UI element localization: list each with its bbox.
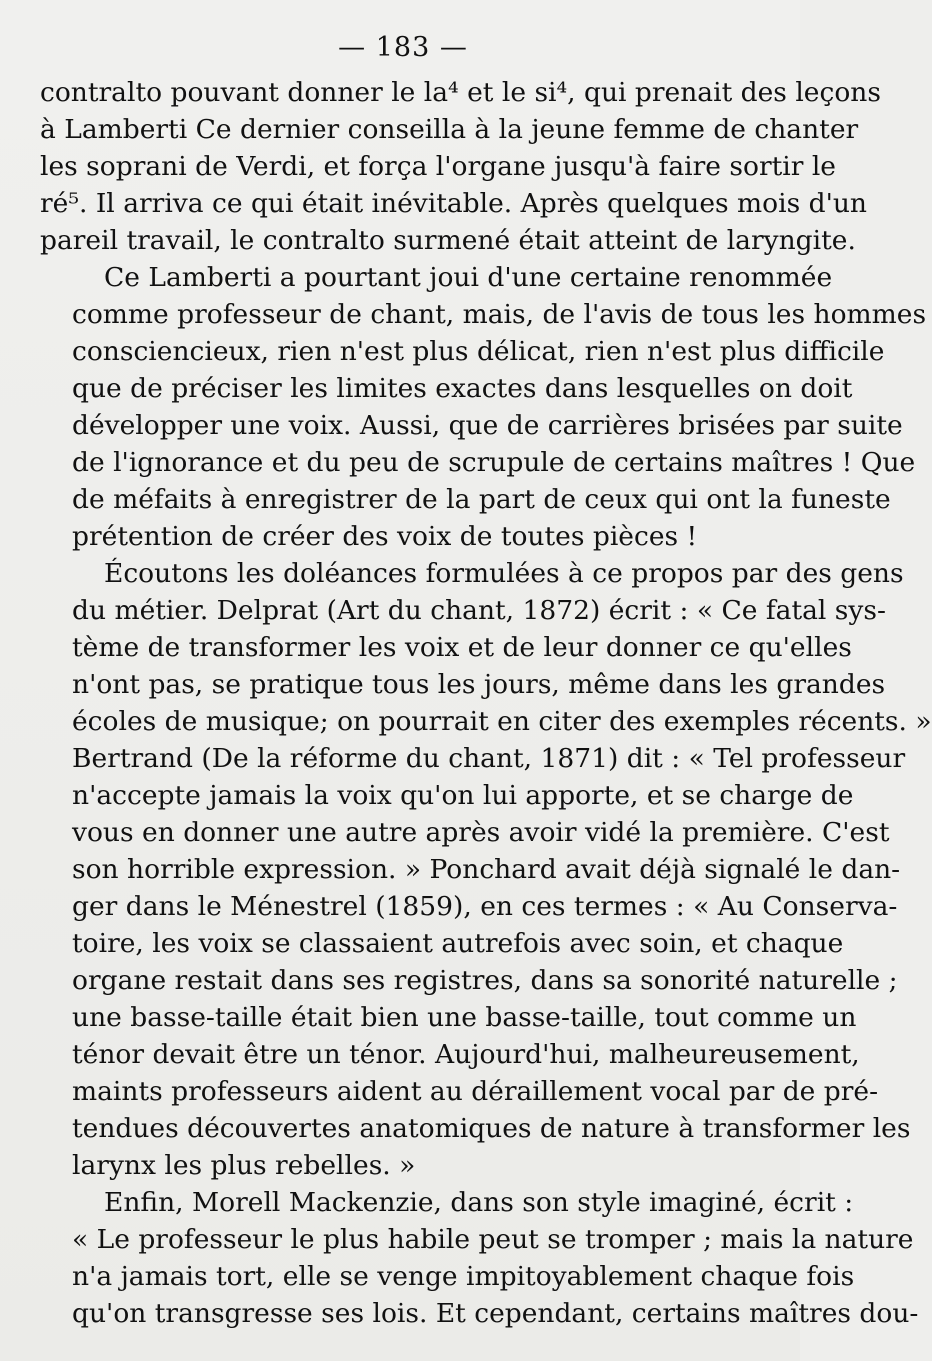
paragraph-2 <box>40 259 927 555</box>
paragraph-1 <box>40 74 881 259</box>
page-body <box>40 74 932 1332</box>
text-line: toire, les voix se classaient autrefois avec soin, et chaque <box>72 928 844 959</box>
text-line: n'a jamais tort, elle se venge impitoyablement chaque fois <box>72 1261 855 1292</box>
text-line: du métier. Delprat (Art du chant, 1872) écrit : « Ce fatal sys- <box>72 595 886 626</box>
text-line: larynx les plus rebelles. » <box>72 1150 416 1181</box>
text-line: organe restait dans ses registres, dans sa sonorité naturelle ; <box>72 965 898 996</box>
paragraph-4 <box>40 1184 919 1332</box>
text-line: Écoutons les doléances formulées à ce propos par des gens <box>104 558 904 589</box>
text-line: « Le professeur le plus habile peut se tromper ; mais la nature <box>72 1224 914 1255</box>
text-line: ré⁵. Il arriva ce qui était inévitable. Après quelques mois d'un <box>40 188 867 219</box>
text-line: vous en donner une autre après avoir vidé la première. C'est <box>72 817 890 848</box>
text-line: que de préciser les limites exactes dans lesquelles on doit <box>72 373 853 404</box>
text-line: une basse-taille était bien une basse-taille, tout comme un <box>72 1002 857 1033</box>
text-line: pareil travail, le contralto surmené était atteint de laryngite. <box>40 225 856 256</box>
text-line: Enfin, Morell Mackenzie, dans son style imaginé, écrit : <box>104 1187 854 1218</box>
text-line: à Lamberti Ce dernier conseilla à la jeune femme de chanter <box>40 114 859 145</box>
text-line: de méfaits à enregistrer de la part de ceux qui ont la funeste <box>72 484 891 515</box>
text-line: n'accepte jamais la voix qu'on lui apporte, et se charge de <box>72 780 854 811</box>
text-line: de l'ignorance et du peu de scrupule de certains maîtres ! Que <box>72 447 916 478</box>
text-line: les soprani de Verdi, et força l'organe jusqu'à faire sortir le <box>40 151 836 182</box>
text-line: maints professeurs aident au déraillement vocal par de pré- <box>72 1076 879 1107</box>
text-line: ger dans le Ménestrel (1859), en ces termes : « Au Conserva- <box>72 891 898 922</box>
paragraph-3 <box>40 555 932 1184</box>
text-line: qu'on transgresse ses lois. Et cependant, certains maîtres dou- <box>72 1298 919 1329</box>
text-line: ténor devait être un ténor. Aujourd'hui, malheureusement, <box>72 1039 860 1070</box>
text-line: contralto pouvant donner le la⁴ et le si⁴, qui prenait des leçons <box>40 77 881 108</box>
text-line: n'ont pas, se pratique tous les jours, même dans les grandes <box>72 669 886 700</box>
text-line: écoles de musique; on pourrait en citer des exemples récents. » <box>72 706 932 737</box>
text-line: tème de transformer les voix et de leur donner ce qu'elles <box>72 632 852 663</box>
text-line: Ce Lamberti a pourtant joui d'une certaine renommée <box>104 262 833 293</box>
text-line: son horrible expression. » Ponchard avait déjà signalé le dan- <box>72 854 901 885</box>
text-line: prétention de créer des voix de toutes pièces ! <box>72 521 698 552</box>
text-line: comme professeur de chant, mais, de l'avis de tous les hommes <box>72 299 927 330</box>
text-line: Bertrand (De la réforme du chant, 1871) dit : « Tel professeur <box>72 743 906 774</box>
text-line: développer une voix. Aussi, que de carrières brisées par suite <box>72 410 903 441</box>
text-line: consciencieux, rien n'est plus délicat, rien n'est plus difficile <box>72 336 885 367</box>
text-line: tendues découvertes anatomiques de nature à transformer les <box>72 1113 911 1144</box>
page-number: — 183 — <box>338 32 468 63</box>
